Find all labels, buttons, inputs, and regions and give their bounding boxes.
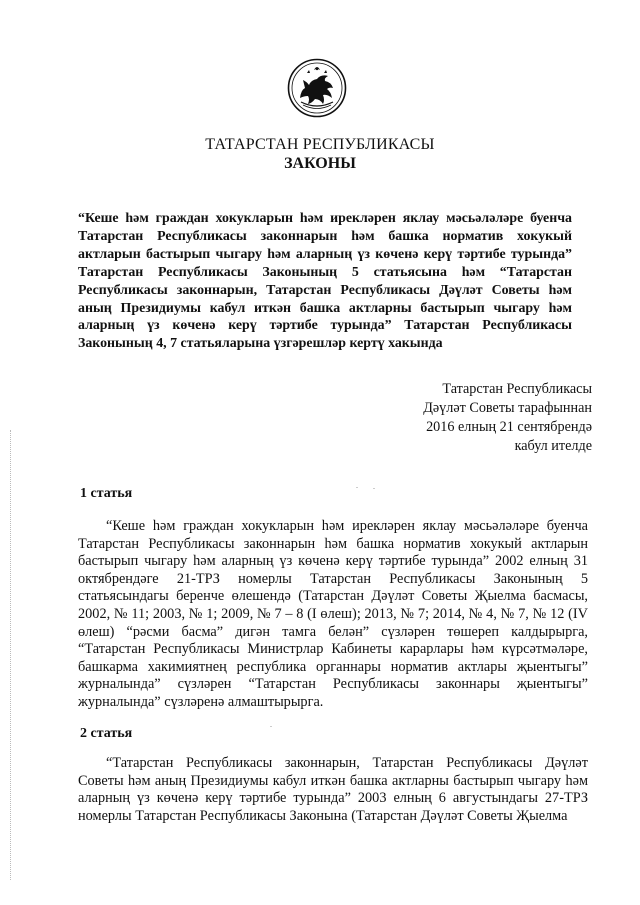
- article-1-text: “Кеше һәм граждан хокукларын һәм ирекләрен яклау мәсьәләләре буенча Татарстан Республикасы законнарын һәм башка норматив хокукый актларын бастырып чыгару һәм аларның үз көченә керү тәртибе турында” 2002 елның 31 октябрендәге 21-ТРЗ номерлы Татарстан Республикасы Законының 5 статьясындагы беренче өлешендә (Татарстан Дәүләт Советы Җыелма басмасы, 2002, № 11; 2003, № 1; 2009, № 7 – 8 (I өлеш); 2013, № 7; 2014, № 4, № 7, № 12 (IV өлеш) “рәсми басма” дигән тамга белән” сүзләрен төшереп калдырырга, “Татарстан Республикасы Министрлар Кабинеты карарлары һәм күрсәтмәләре, башкарма хакимиятнең республика органнары норматив актлары җыентыгы” журналында” сүзләрен “Татарстан Республикасы законнары җыентыгы” журналында” сүзләренә алмаштырырга.: [78, 518, 588, 710]
- law-heading: ЗАКОНЫ: [284, 155, 356, 172]
- scan-binding-marks: [10, 430, 13, 880]
- scan-speck: [270, 726, 272, 727]
- law-title: “Кеше һәм граждан хокукларын һәм ирекләрен яклау мәсьәләләре буенча Татарстан Республикасы законнарын һәм башка норматив хокукый актларын бастырып чыгару һәм аларның үз көченә керү тәртибе турында” Татарстан Республикасы Законының 5 статьясына һәм “Татарстан Республикасы законнарын, Татарстан Республикасы Дәүләт Советы һәм аның Президиумы кабул иткән башка актларны бастырып чыгару һәм аларның үз көченә керү тәртибе турында” Татарстан Республикасы Законының 4, 7 статьяларына үзгәрешләр кертү хакында: [78, 211, 572, 352]
- scan-speck: [373, 488, 375, 489]
- article-1-heading: 1 статья: [80, 486, 133, 501]
- adoption-line-1: Татарстан Республикасы: [442, 381, 592, 397]
- scan-speck: [356, 487, 358, 488]
- republic-name: ТАТАРСТАН РЕСПУБЛИКАСЫ: [205, 136, 435, 153]
- article-2-heading: 2 статья: [80, 726, 133, 741]
- article-2-text: “Татарстан Республикасы законнарын, Татарстан Республикасы Дәүләт Советы һәм аның Президиумы кабул иткән башка актларны бастырып чыгару һәм аларның үз көченә керү тәртибе турында” 2003 елның 6 августындагы 27-ТРЗ номерлы Татарстан Республикасы Законына (Татарстан Дәүләт Советы Җыелма: [78, 755, 588, 824]
- tatarstan-emblem-icon: [287, 58, 347, 118]
- adoption-line-4: кабул ителде: [514, 438, 592, 454]
- adoption-line-2: Дәүләт Советы тарафыннан: [423, 400, 592, 416]
- adoption-line-3: 2016 елның 21 сентябрендә: [426, 419, 592, 435]
- adoption-block: [330, 380, 592, 456]
